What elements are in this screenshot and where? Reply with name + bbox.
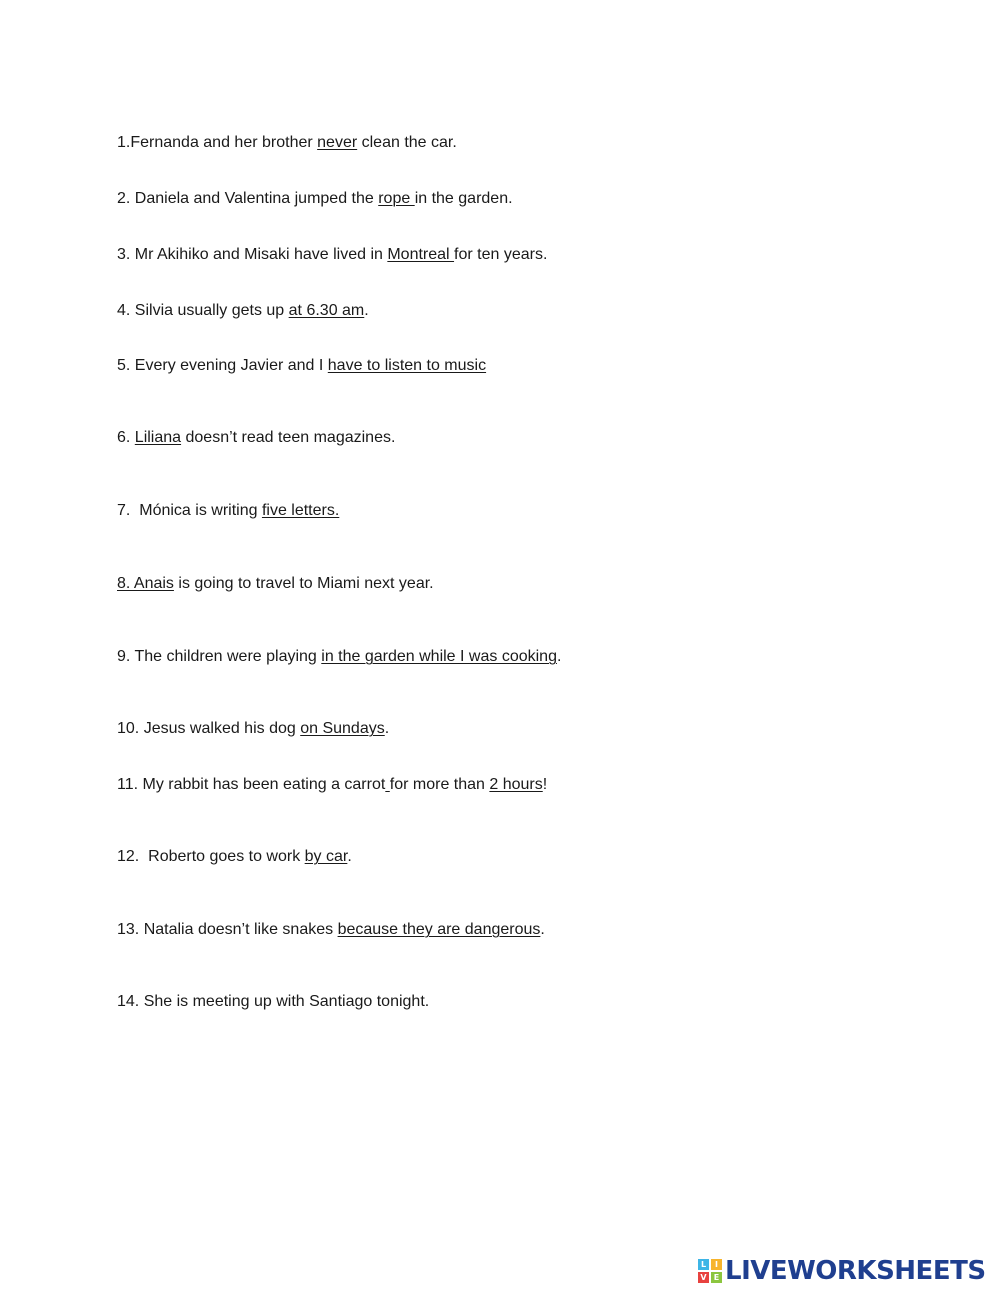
liveworksheets-logo: [698, 1257, 986, 1285]
sentence-7: [117, 501, 339, 521]
sentence-4: [117, 301, 369, 321]
sentence-text: 2. Daniela and Valentina jumped the: [117, 190, 379, 207]
sentence-6: [117, 428, 395, 448]
underlined-part: rope: [378, 190, 415, 207]
logo-block: V: [698, 1272, 709, 1283]
sentence-text: 10. Jesus walked his dog: [117, 720, 301, 737]
sentence-text: .: [556, 648, 562, 665]
underlined-part: Liliana: [134, 429, 182, 446]
sentence-text: .: [540, 921, 545, 938]
sentence-text: in the garden.: [414, 190, 513, 207]
sentence-text: 11. My rabbit has been eating a carrot: [117, 776, 386, 793]
logo-block: L: [698, 1259, 709, 1270]
underlined-part: five letters.: [261, 502, 340, 519]
sentence-text: 7. Mónica is writing: [117, 502, 262, 519]
sentence-3: [117, 245, 547, 265]
logo-blocks-icon: [698, 1259, 722, 1283]
underlined-part: on Sundays: [300, 720, 385, 737]
sentence-13: [117, 920, 545, 940]
underlined-part: by car: [304, 848, 348, 865]
underlined-part: 2 hours: [489, 776, 543, 793]
sentence-text: 14. She is meeting up with Santiago tonight.: [117, 993, 430, 1010]
sentence-text: for ten years.: [454, 246, 548, 263]
sentence-10: [117, 719, 389, 739]
sentence-text: clean the car.: [357, 134, 457, 151]
sentence-text: is going to travel to Miami next year.: [173, 575, 434, 592]
sentence-9: [117, 647, 561, 667]
sentence-14: [117, 992, 429, 1012]
sentence-text: .: [384, 720, 390, 737]
sentence-text: 13. Natalia doesn’t like snakes: [117, 921, 338, 938]
sentence-text: .: [364, 302, 369, 319]
sentence-5: [117, 356, 486, 376]
underlined-part: Montreal: [387, 246, 455, 263]
underlined-part: in the garden while I was cooking: [321, 648, 557, 665]
logo-text: LIVEWORKSHEETS: [725, 1256, 986, 1286]
underlined-part: at 6.30 am: [288, 302, 365, 319]
sentence-11: [117, 775, 547, 795]
sentence-text: !: [542, 776, 548, 793]
sentence-text: .: [347, 848, 352, 865]
sentence-text: 4. Silvia usually gets up: [117, 302, 289, 319]
sentence-8: [117, 574, 434, 594]
sentence-text: 1.Fernanda and her brother: [117, 134, 318, 151]
sentence-text: 9. The children were playing: [117, 648, 322, 665]
underlined-part: never: [317, 134, 358, 151]
sentence-text: 6.: [117, 429, 135, 446]
underlined-part: have to listen to music: [327, 357, 487, 374]
underlined-part: because they are dangerous: [337, 921, 541, 938]
sentence-text: 5. Every evening Javier and I: [117, 357, 328, 374]
sentence-1: [117, 133, 457, 153]
sentence-text: 12. Roberto goes to work: [117, 848, 305, 865]
sentence-text: 3. Mr Akihiko and Misaki have lived in: [117, 246, 388, 263]
logo-block: E: [711, 1272, 722, 1283]
sentence-12: [117, 847, 352, 867]
underlined-part: 8. Anais: [117, 575, 174, 592]
logo-block: I: [711, 1259, 722, 1270]
sentence-text: for more than: [389, 776, 490, 793]
sentence-text: doesn’t read teen magazines.: [181, 429, 396, 446]
sentence-2: [117, 189, 513, 209]
